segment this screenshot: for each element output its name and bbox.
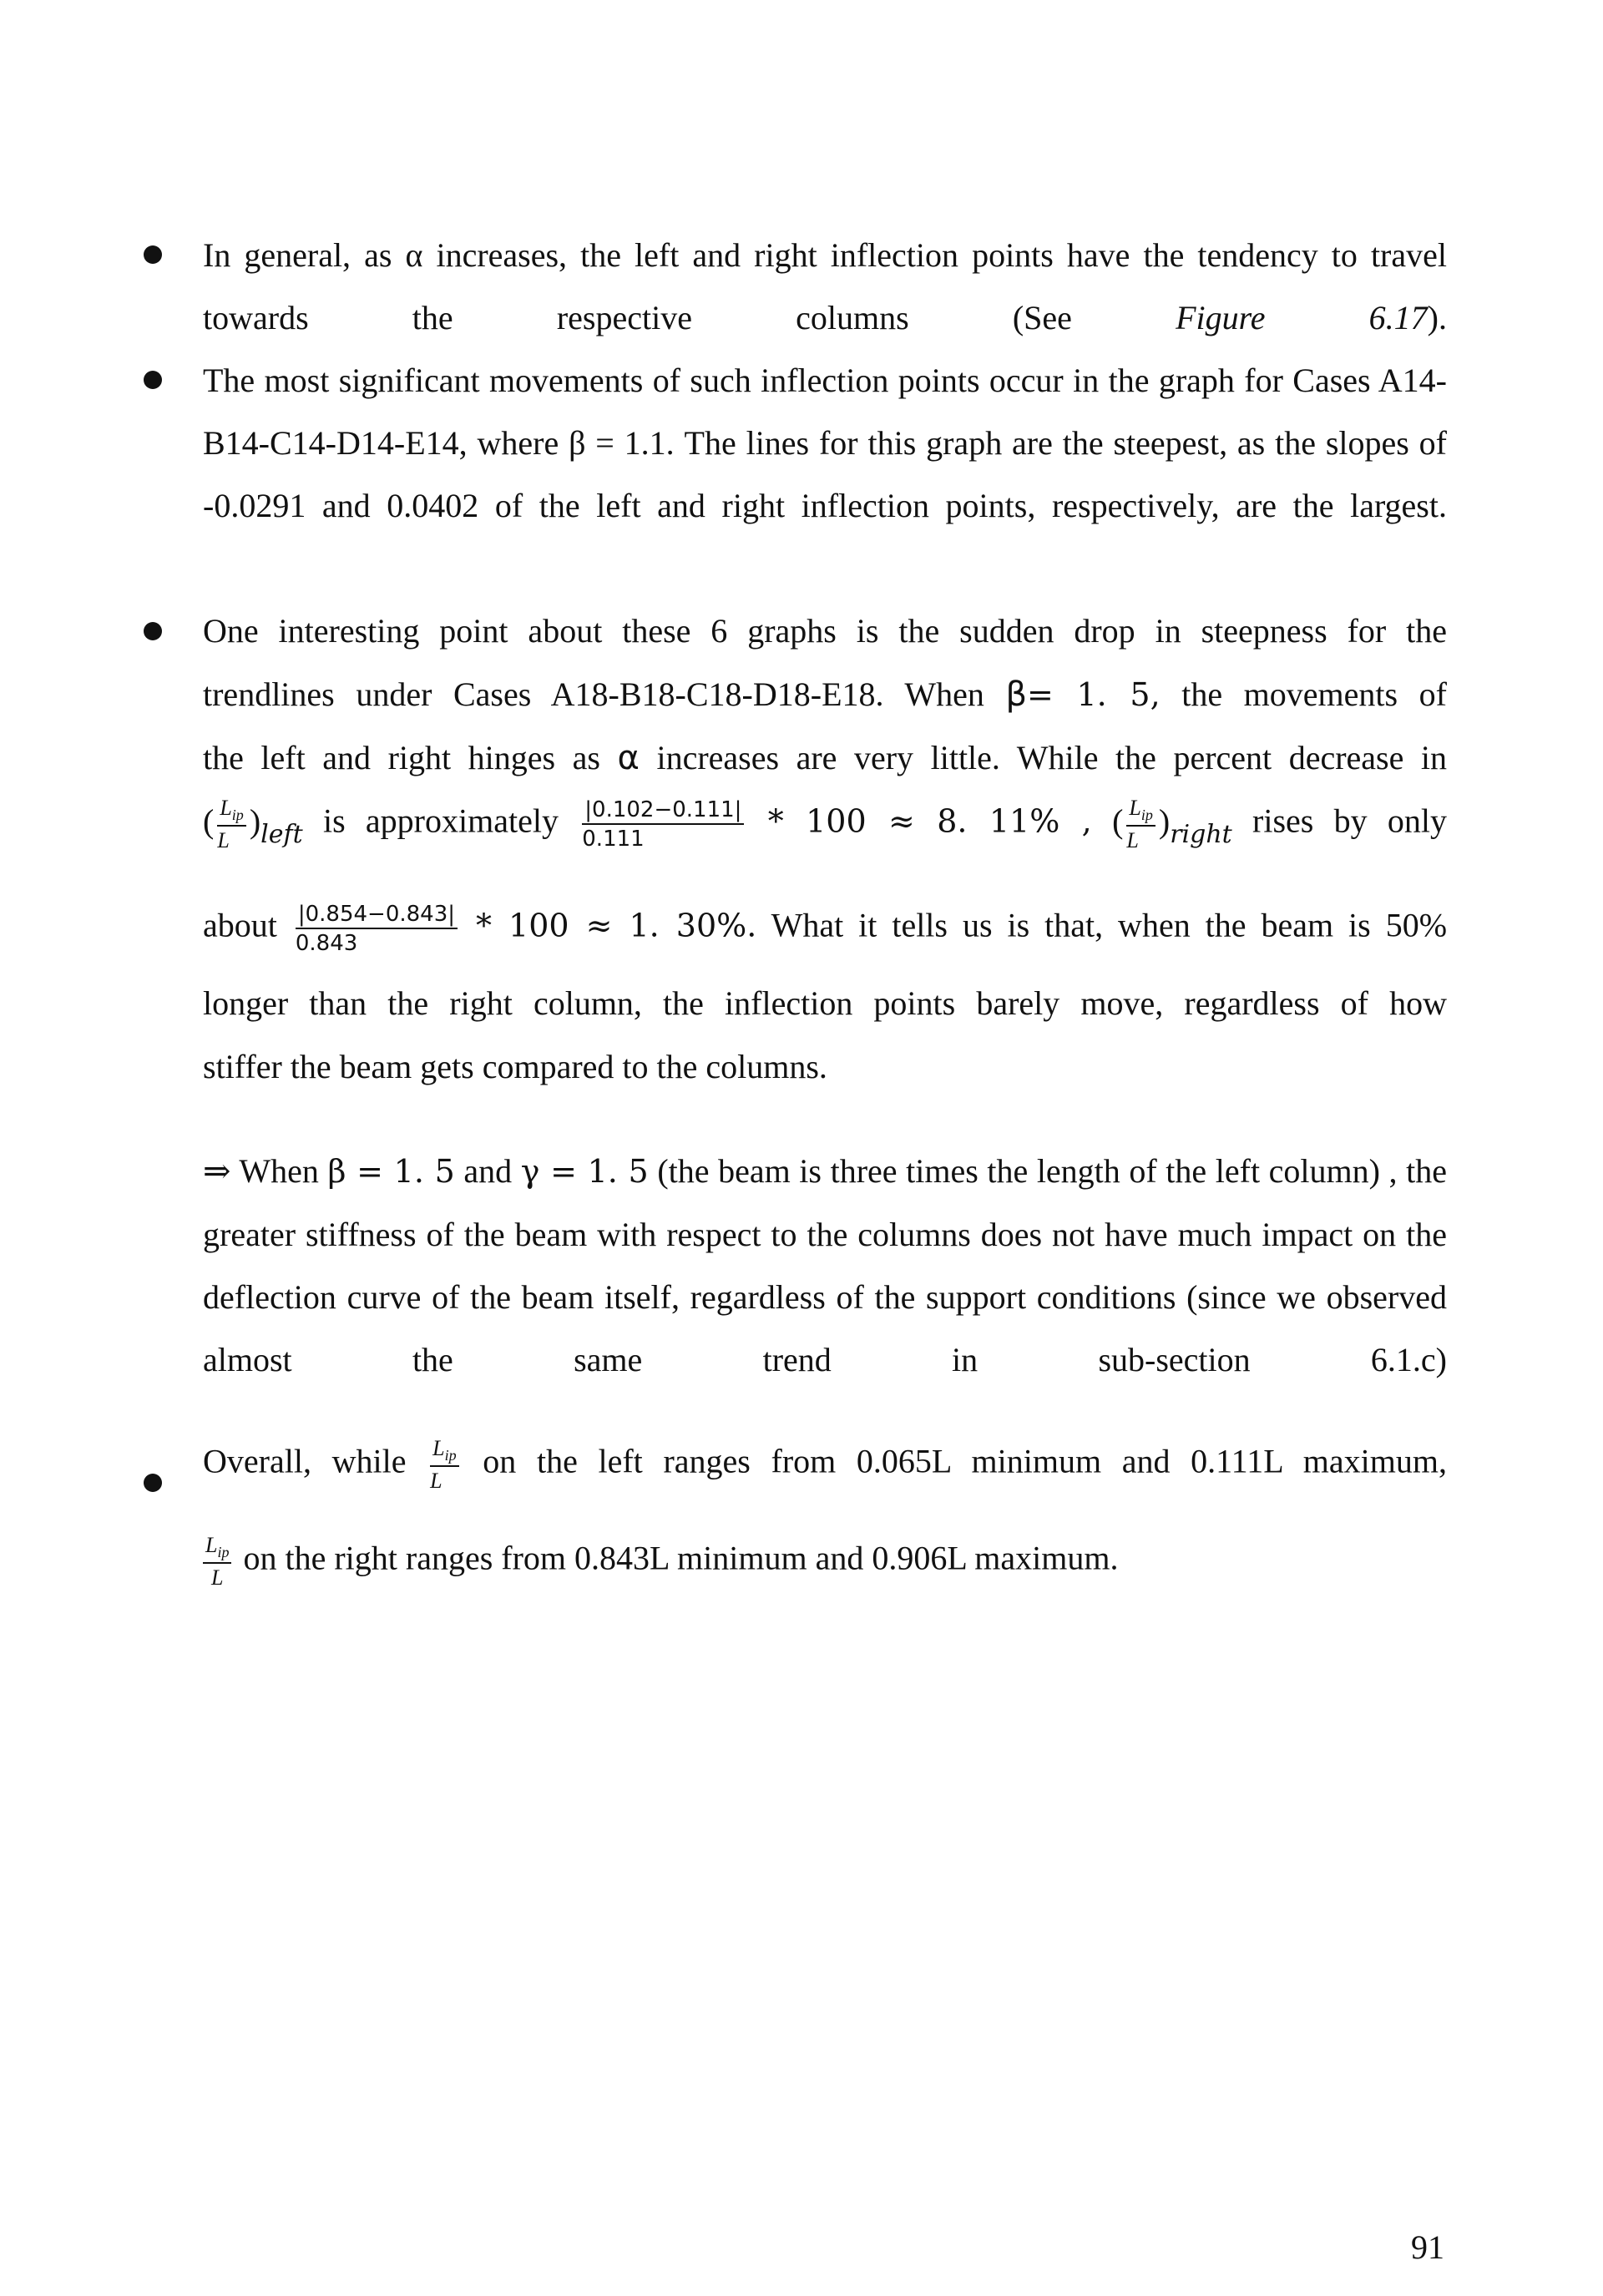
beta-symbol: β	[1005, 675, 1027, 714]
b3-line-5	[203, 903, 1447, 954]
b3-line2-text-b: the movements of	[1181, 675, 1447, 713]
b3-line-4	[203, 797, 1447, 852]
b5-line-1	[203, 1438, 1447, 1492]
b1-text: In general, as α increases, the left and right inflection points have the tendency to travel towards the respective columns (See Figure 6.17).	[203, 236, 1447, 336]
ratio-right-expr: ( $\frac{L_{ip}}{L}$ )$_{right}$	[1112, 796, 1232, 852]
is-approx-text: is approximately	[322, 802, 559, 840]
overall-text: Overall, while	[203, 1442, 407, 1480]
b3-line5-text: What it tells us is that, when the beam is 50%	[771, 906, 1448, 944]
about-text: about	[203, 906, 277, 944]
right-range-text: on the right ranges from 0.843L minimum and 0.906L maximum.	[243, 1539, 1119, 1577]
ratio-fraction: $\frac{L_{ip}}{L}$	[203, 1535, 231, 1589]
figure-reference: Figure 6.17	[1176, 299, 1428, 336]
alpha-symbol: α	[617, 739, 640, 777]
implies-when: ⇒ When	[203, 1152, 319, 1190]
b3-line-3	[203, 738, 1447, 777]
conclusion-paragraph	[203, 1140, 1447, 1454]
result-right: * 100 ≈ 1. 30%.	[475, 907, 757, 944]
left-range-text: on the left ranges from 0.065L minimum and 0.111L maximum,	[483, 1442, 1448, 1480]
fraction-right: $\frac{|0.854-0.843|}{0.843}$	[296, 903, 458, 954]
ratio-fraction: $\frac{L_{ip}}{L}$	[430, 1438, 458, 1492]
b3-line-7	[203, 1047, 827, 1086]
b3-line2-text-a: trendlines under Cases A18-B18-C18-D18-E18. When	[203, 675, 984, 713]
bullet-dot	[144, 245, 162, 264]
b5-line-2	[200, 1535, 1118, 1589]
b3-line-6	[203, 984, 1447, 1023]
beta-eq: β = 1. 5	[327, 1153, 455, 1190]
b3-line-2	[203, 675, 1447, 714]
page-number: 91	[1411, 2228, 1444, 2266]
b3-line1-text: One interesting point about these 6 graphs is the sudden drop in steepness for the	[203, 612, 1447, 650]
b3-line6-text: longer than the right column, the inflection points barely move, regardless of how	[203, 984, 1447, 1022]
b2-text: The most significant movements of such inflection points occur in the graph for Cases A14-B14-C14-D14-E14, where β = 1.1. The lines for this graph are the steepest, as the slopes of -0.0291 and 0.0402 of the left and right inflection points, respectively, are the largest.	[203, 362, 1447, 524]
b3-line7-text: stiffer the beam gets compared to the columns.	[203, 1048, 827, 1085]
rises-text: rises by only	[1252, 802, 1448, 840]
result-left: * 100 ≈ 8. 11% ,	[767, 802, 1092, 840]
conclusion-rest: (the beam is three times the length of the left column) , the greater stiffness of the beam with respect to the columns does not have much impact on the deflection curve of the beam itself, regardless of the support conditions (since we observed almost the same trend in sub-section 6.1.c)	[203, 1152, 1448, 1378]
bullet-dot	[144, 1474, 162, 1492]
ratio-left-expr: ( $\frac{L_{ip}}{L}$ )$_{left}$	[203, 796, 303, 852]
b3-line3-text-b: increases are very little. While the percent decrease in	[656, 739, 1448, 776]
and-text: and	[463, 1152, 513, 1190]
beta-equation: = 1. 5,	[1026, 676, 1161, 713]
b3-line3-text-a: the left and right hinges as	[203, 739, 600, 776]
bullet-dot	[144, 622, 162, 640]
bullet-2-text	[203, 349, 1447, 599]
b3-line-1	[203, 611, 1447, 650]
gamma-eq: γ = 1. 5	[520, 1153, 649, 1190]
fraction-left: $\frac{|0.102-0.111|}{0.111}$	[582, 799, 744, 850]
bullet-dot	[144, 371, 162, 389]
